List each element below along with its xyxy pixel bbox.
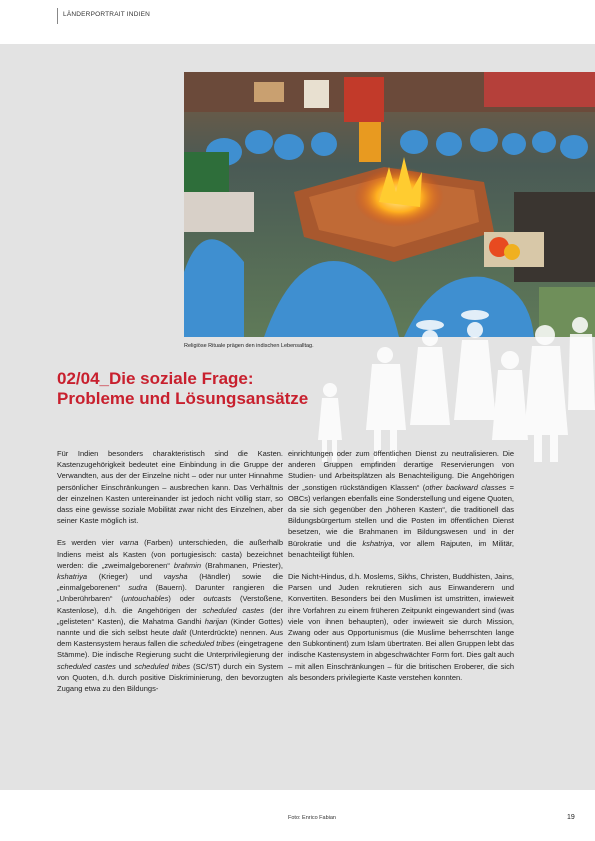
article-heading [57, 369, 357, 409]
page-number: 19 [567, 814, 575, 821]
photo-caption: Religiöse Rituale prägen den indischen Lebensalltag. [184, 343, 314, 349]
ritual-photo [184, 72, 595, 337]
paragraph: Für Indien besonders charakteristisch sind die Kasten. Kastenzugehörigkeit bedeutet eine Einbindung in die Gruppe der Verwandten, aus der der Einzelne nicht – oder nur unter Hinnahme persönlicher Einschränkungen – ausbrechen kann. Das Verhältnis der einzelnen Kasten untereinander ist jedoch nicht völlig starr, so dass eine gewisse soziale Mobilität zwar nicht des Einzelnen, aber seiner Kaste möglich ist. [57, 449, 283, 526]
text-column-right [288, 448, 514, 694]
running-header [0, 0, 595, 44]
photo-credit: Foto: Enrico Fabian [288, 815, 336, 821]
header-rule [57, 8, 58, 24]
page-footer [0, 790, 595, 841]
paragraph: Die Nicht-Hindus, d.h. Moslems, Sikhs, Christen, Buddhisten, Jains, Parsen und Juden rekrutieren sich aus Einwanderern und Konvertiten. Besonders bei den Muslimen ist umstritten, inwieweit ihre Vorfahren zu einem früheren Zeitpunkt eingewandert sind (was viele von ihnen behaupten), oder inwieweit sie durch Mission, Zwang oder aus Opportunismus (die Muslime beherrschten lange den Subkontinent) zum Islam übertraten. Bei allen Gruppen lebt das indische Kastensystem in abgeschwächter Form fort. Dies galt auch – mit allen Einschränkungen – für die britischen Eroberer, die sich als besonders privilegierte Kaste verstehen konnten. [288, 572, 514, 682]
text-column-left [57, 448, 283, 705]
heading-line-1: 02/04_Die soziale Frage: [57, 369, 254, 388]
section-title: LÄNDERPORTRAIT INDIEN [63, 11, 151, 18]
heading-line-2: Probleme und Lösungsansätze [57, 389, 309, 408]
paragraph: einrichtungen oder zum öffentlichen Dienst zu neutralisieren. Die anderen Gruppen empfinden derartige Reservierungen von Studien- und Arbeitsplätzen als Benachteiligung. Die Angehörigen der „sonstigen rückständigen Klassen“ (other backward classes = OBCs) verlangen ebenfalls eine Sonderstellung und eigene Quoten, da sie sich gegenüber den „höheren Kasten“, die traditionell das Bildungsbürgertum stellen und die Posten im öffentlichen Dienst besetzen, wie die Brahmanen im Bildungswesen und in der Bürokratie und die kshatriya, vor allem Rajputen, im Militär, benachteiligt fühlen. [288, 449, 514, 559]
paragraph: Es werden vier varna (Farben) unterschieden, die außerhalb Indiens meist als Kasten (von portugiesisch: casta) bezeichnet werden: die „zweimalgeborenen“ brahmin (Brahmanen, Priester), kshatriya (Krieger) und vaysha (Händler) sowie die „einmalgeborenen“ sudra (Bauern). Darunter rangieren die „Unberührbaren“ (untouchables) oder outcasts (Verstoßene, Kastenlose), d.h. die Angehörigen der scheduled castes (der „gelisteten“ Kasten), die Mahatma Gandhi harijan (Kinder Gottes) nannte und die sich selbst heute dalit (Unterdrückte) nennen. Aus dem Kastensystem heraus fallen die scheduled tribes (eingetragene Stämme). Die indische Regierung sucht die Unterprivilegierung der scheduled castes und scheduled tribes (SC/ST) durch ein System von Quoten, d.h. durch positive Diskriminierung, den bevorzugten Zugang etwa zu den Bildungs- [57, 538, 284, 694]
